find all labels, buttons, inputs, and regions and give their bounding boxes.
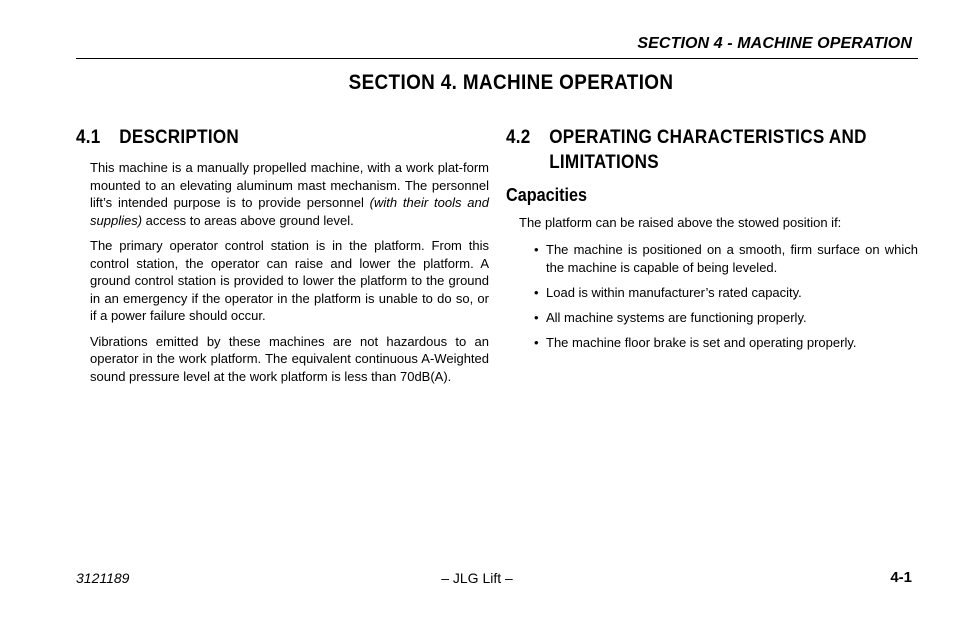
list-item-text: The machine is positioned on a smooth, firm surface on which the machine is capable of being leveled. xyxy=(546,242,918,275)
list-item-text: All machine systems are functioning properly. xyxy=(546,309,807,325)
bullet-marker: • xyxy=(534,309,539,325)
list-item xyxy=(534,241,918,276)
bullet-marker: • xyxy=(534,284,539,300)
description-title: DESCRIPTION xyxy=(119,127,240,148)
list-item-text: The machine floor brake is set and operating properly. xyxy=(546,334,857,350)
list-item xyxy=(534,284,918,302)
description-body xyxy=(90,159,489,393)
paragraph-1-text-b: access to areas above ground level. xyxy=(142,212,354,228)
running-header: SECTION 4 - MACHINE OPERATION xyxy=(637,35,912,52)
paragraph-1-italic: (with their tools and supplies) xyxy=(90,195,489,228)
footer-center-text: – JLG Lift – xyxy=(441,570,513,586)
capacities-intro: The platform can be raised above the stowed position if: xyxy=(519,215,842,230)
description-paragraph-2: The primary operator control station is in the platform. From this control station, the operator can raise and lower the platform. A ground control station is provided to lower the platform to the ground in an emergency if the operator in the platform is unable to do so, or if a power failure should occur. xyxy=(90,238,489,323)
header-rule xyxy=(76,58,918,59)
bullet-marker: • xyxy=(534,242,539,257)
list-item xyxy=(534,309,918,327)
section-title: SECTION 4. MACHINE OPERATION xyxy=(348,71,674,94)
paragraph-1-text-a: This machine is a manually propelled machine, with a work plat-form mounted to an elevating aluminum mast mechanism. The personnel lift’s intended purpose is to provide personnel xyxy=(90,160,489,210)
footer-page-number: 4-1 xyxy=(890,569,912,586)
description-heading xyxy=(76,125,239,150)
capacities-list xyxy=(534,241,918,359)
description-number: 4.1 xyxy=(76,127,101,148)
operating-title-line-1: OPERATING CHARACTERISTICS AND xyxy=(549,127,867,148)
operating-heading xyxy=(506,125,867,175)
capacities-subheading: Capacities xyxy=(506,185,588,205)
description-paragraph-1 xyxy=(90,159,489,229)
operating-title-line-2: LIMITATIONS xyxy=(549,152,659,173)
list-item-text: Load is within manufacturer’s rated capacity. xyxy=(546,284,802,300)
bullet-marker: • xyxy=(534,334,539,350)
operating-number: 4.2 xyxy=(506,127,531,148)
list-item xyxy=(534,334,918,352)
description-paragraph-3: Vibrations emitted by these machines are not hazardous to an operator in the work platform. The equivalent continuous A-Weighted sound pressure level at the work platform is less than 70dB(A). xyxy=(90,333,489,384)
footer-doc-number: 3121189 xyxy=(76,570,130,586)
